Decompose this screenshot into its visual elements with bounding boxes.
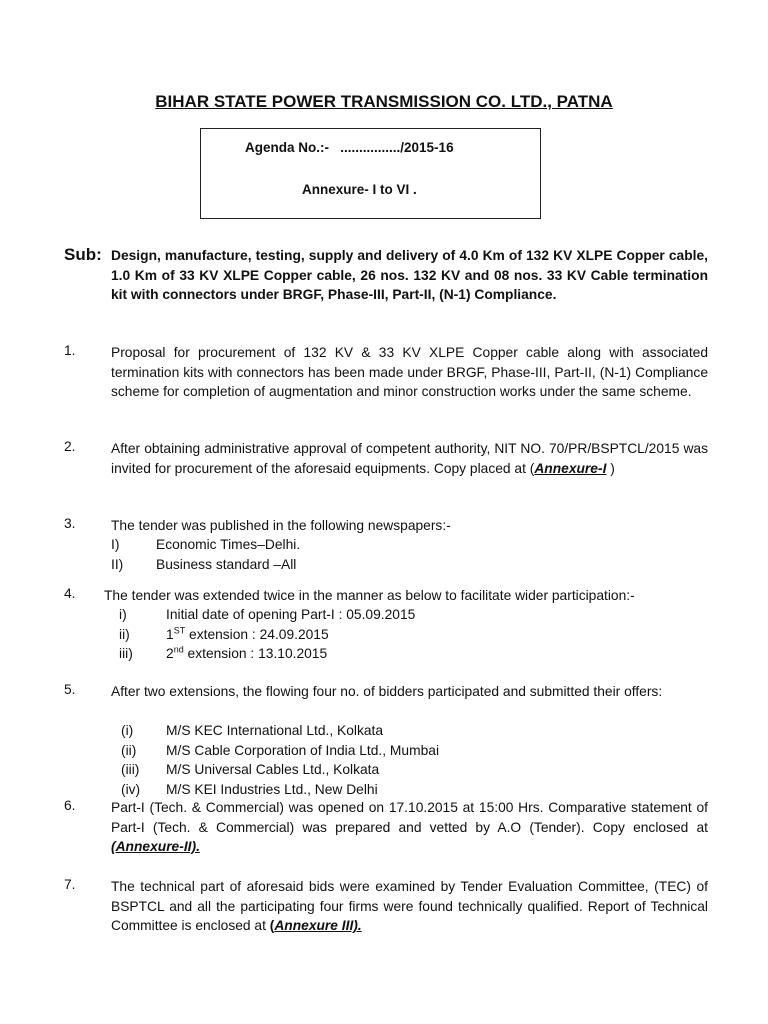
annexure-range: Annexure- I to VI . [302, 182, 417, 197]
annexure-reference: Annexure-I [534, 460, 607, 476]
annexure-reference: Annexure III). [274, 918, 362, 933]
paragraph-5: After two extensions, the flowing four no. of bidders participated and submitted their offers: [111, 684, 663, 699]
item-number: 4. [64, 586, 76, 601]
subject-label: Sub: [64, 245, 102, 264]
document-title: BIHAR STATE POWER TRANSMISSION CO. LTD., PATNA [155, 92, 613, 111]
paragraph-3: The tender was published in the following newspapers:- [111, 518, 451, 533]
item-number: 1. [64, 343, 76, 358]
annexure-reference: (Annexure-II). [111, 839, 200, 854]
item-number: 3. [64, 516, 76, 531]
paragraph-6: Part-I (Tech. & Commercial) was opened on 17.10.2015 at 15:00 Hrs. Comparative statement of Part-I (Tech. & Commercial) was prepared and vetted by A.O (Tender). Copy enclosed at (Annexure-II). [111, 800, 708, 854]
paragraph-2: After obtaining administrative approval of competent authority, NIT NO. 70/PR/BSPTCL/2015 was invited for procurement of the aforesaid equipments. Copy placed at (Annexure-I ) [111, 441, 708, 476]
item-number: 6. [64, 798, 76, 813]
agenda-number: Agenda No.:- ................/2015-16 [245, 140, 454, 155]
paragraph-1: Proposal for procurement of 132 KV & 33 KV XLPE Copper cable along with associated termination kits with connectors has been made under BRGF, Phase-III, Part-II, (N-1) Compliance scheme for completion of augmentation and minor construction works under the same scheme. [111, 345, 708, 399]
subject-text: Design, manufacture, testing, supply and delivery of 4.0 Km of 132 KV XLPE Copper cable, 1.0 Km of 33 KV XLPE Copper cable, 26 nos. 132 KV and 08 nos. 33 KV Cable termination kit with connectors under BRGF, Phase-III, Part-II, (N-1) Compliance. [111, 248, 708, 302]
paragraph-4: The tender was extended twice in the manner as below to facilitate wider participation:- [104, 588, 635, 603]
item-number: 2. [64, 439, 76, 454]
item-number: 5. [64, 682, 76, 697]
paragraph-7: The technical part of aforesaid bids were examined by Tender Evaluation Committee, (TEC) of BSPTCL and all the participating four firms were found technically qualified. Report of Technical Committee is enclosed at (Annexure III). [111, 879, 708, 933]
item-number: 7. [64, 877, 76, 892]
agenda-box [200, 128, 541, 219]
